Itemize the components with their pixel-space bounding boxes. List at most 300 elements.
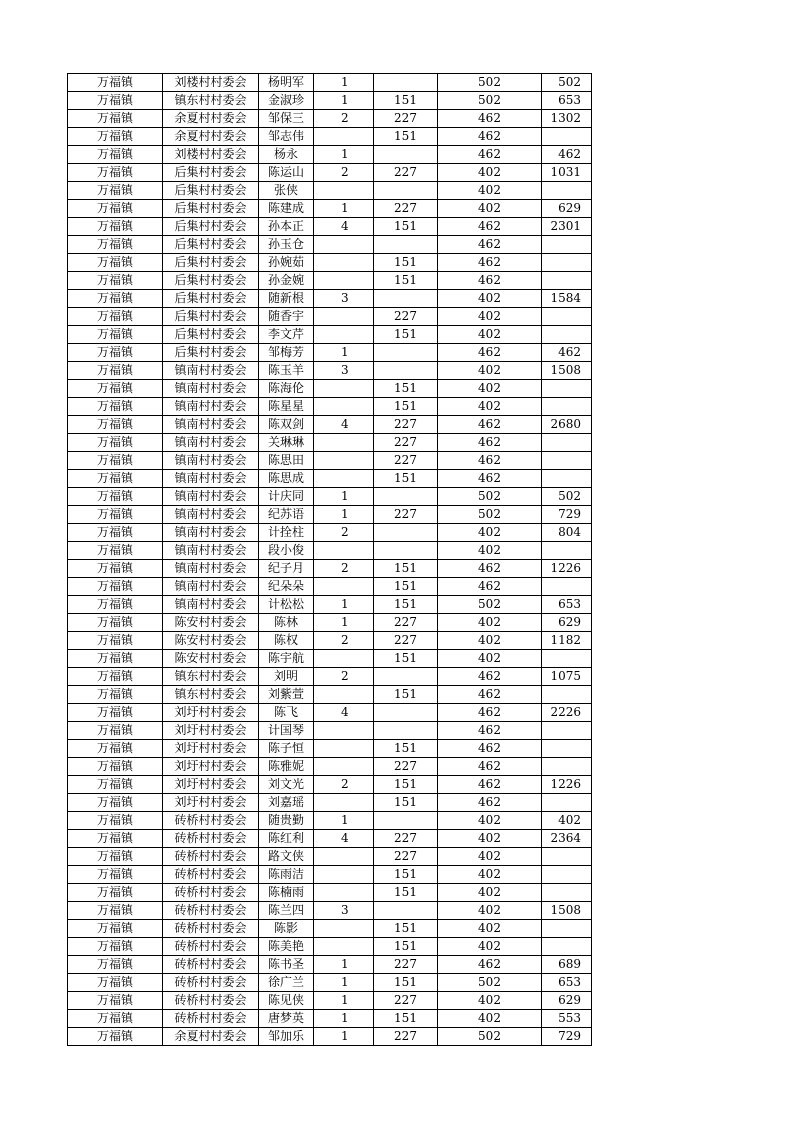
table-row [68, 218, 592, 236]
name-cell: 计松松 [259, 596, 314, 614]
count-cell: 2 [314, 560, 374, 578]
amount-b-cell: 402 [438, 182, 542, 200]
amount-a-cell: 151 [374, 776, 438, 794]
village-cell: 后集村村委会 [163, 236, 259, 254]
village-cell: 镇南村村委会 [163, 488, 259, 506]
total-cell: 402 [542, 812, 592, 830]
town-cell: 万福镇 [68, 110, 163, 128]
total-cell [542, 326, 592, 344]
count-cell: 2 [314, 632, 374, 650]
total-cell: 729 [542, 506, 592, 524]
table-row [68, 578, 592, 596]
table-row [68, 1028, 592, 1046]
town-cell: 万福镇 [68, 362, 163, 380]
name-cell: 邹加乐 [259, 1028, 314, 1046]
amount-a-cell [374, 488, 438, 506]
count-cell [314, 884, 374, 902]
town-cell: 万福镇 [68, 722, 163, 740]
count-cell: 1 [314, 812, 374, 830]
total-cell [542, 452, 592, 470]
name-cell: 杨永 [259, 146, 314, 164]
town-cell: 万福镇 [68, 272, 163, 290]
amount-a-cell [374, 182, 438, 200]
table-row [68, 200, 592, 218]
name-cell: 陈美艳 [259, 938, 314, 956]
total-cell [542, 848, 592, 866]
amount-a-cell: 227 [374, 434, 438, 452]
data-table [67, 73, 592, 1046]
village-cell: 砖桥村村委会 [163, 992, 259, 1010]
amount-a-cell: 151 [374, 740, 438, 758]
amount-b-cell: 462 [438, 344, 542, 362]
town-cell: 万福镇 [68, 866, 163, 884]
town-cell: 万福镇 [68, 1010, 163, 1028]
town-cell: 万福镇 [68, 578, 163, 596]
table-row [68, 110, 592, 128]
table-row [68, 146, 592, 164]
count-cell [314, 272, 374, 290]
town-cell: 万福镇 [68, 596, 163, 614]
name-cell: 陈楠雨 [259, 884, 314, 902]
village-cell: 刘圩村村委会 [163, 776, 259, 794]
table-row [68, 164, 592, 182]
total-cell: 1182 [542, 632, 592, 650]
amount-b-cell: 502 [438, 92, 542, 110]
village-cell: 余夏村村委会 [163, 1028, 259, 1046]
amount-b-cell: 402 [438, 650, 542, 668]
table-row [68, 776, 592, 794]
total-cell: 1302 [542, 110, 592, 128]
count-cell [314, 938, 374, 956]
count-cell [314, 650, 374, 668]
name-cell: 陈双剑 [259, 416, 314, 434]
table-row [68, 668, 592, 686]
amount-a-cell [374, 722, 438, 740]
village-cell: 镇南村村委会 [163, 470, 259, 488]
name-cell: 孙金婉 [259, 272, 314, 290]
name-cell: 随新根 [259, 290, 314, 308]
village-cell: 砖桥村村委会 [163, 866, 259, 884]
name-cell: 陈林 [259, 614, 314, 632]
amount-a-cell: 227 [374, 452, 438, 470]
table-row [68, 722, 592, 740]
total-cell: 2301 [542, 218, 592, 236]
table-row [68, 704, 592, 722]
count-cell [314, 380, 374, 398]
village-cell: 镇南村村委会 [163, 560, 259, 578]
village-cell: 砖桥村村委会 [163, 902, 259, 920]
count-cell: 1 [314, 614, 374, 632]
table-row [68, 506, 592, 524]
amount-b-cell: 402 [438, 1010, 542, 1028]
total-cell [542, 920, 592, 938]
amount-a-cell: 227 [374, 632, 438, 650]
town-cell: 万福镇 [68, 146, 163, 164]
village-cell: 镇东村村委会 [163, 668, 259, 686]
count-cell: 2 [314, 668, 374, 686]
name-cell: 陈子恒 [259, 740, 314, 758]
table-row [68, 326, 592, 344]
count-cell: 1 [314, 74, 374, 92]
total-cell [542, 128, 592, 146]
total-cell: 2364 [542, 830, 592, 848]
village-cell: 后集村村委会 [163, 272, 259, 290]
name-cell: 陈建成 [259, 200, 314, 218]
village-cell: 后集村村委会 [163, 164, 259, 182]
total-cell: 1508 [542, 902, 592, 920]
total-cell: 729 [542, 1028, 592, 1046]
name-cell: 段小俊 [259, 542, 314, 560]
amount-a-cell: 227 [374, 110, 438, 128]
table-row [68, 794, 592, 812]
total-cell: 1226 [542, 560, 592, 578]
amount-a-cell: 151 [374, 92, 438, 110]
total-cell: 1584 [542, 290, 592, 308]
table-row [68, 272, 592, 290]
village-cell: 镇南村村委会 [163, 434, 259, 452]
count-cell [314, 794, 374, 812]
count-cell: 3 [314, 902, 374, 920]
table-row [68, 524, 592, 542]
name-cell: 陈宇航 [259, 650, 314, 668]
town-cell: 万福镇 [68, 668, 163, 686]
table-row [68, 938, 592, 956]
total-cell [542, 740, 592, 758]
total-cell: 689 [542, 956, 592, 974]
amount-b-cell: 402 [438, 884, 542, 902]
amount-a-cell: 151 [374, 218, 438, 236]
total-cell [542, 884, 592, 902]
name-cell: 徐广兰 [259, 974, 314, 992]
name-cell: 陈权 [259, 632, 314, 650]
table-row [68, 416, 592, 434]
village-cell: 刘圩村村委会 [163, 740, 259, 758]
village-cell: 刘圩村村委会 [163, 758, 259, 776]
village-cell: 镇东村村委会 [163, 92, 259, 110]
table-row [68, 812, 592, 830]
village-cell: 砖桥村村委会 [163, 938, 259, 956]
count-cell [314, 920, 374, 938]
village-cell: 后集村村委会 [163, 200, 259, 218]
table-row [68, 830, 592, 848]
amount-a-cell: 227 [374, 956, 438, 974]
count-cell [314, 848, 374, 866]
table-row [68, 470, 592, 488]
count-cell [314, 866, 374, 884]
total-cell: 462 [542, 344, 592, 362]
amount-a-cell: 227 [374, 416, 438, 434]
table-row [68, 380, 592, 398]
town-cell: 万福镇 [68, 398, 163, 416]
count-cell [314, 470, 374, 488]
village-cell: 刘楼村村委会 [163, 74, 259, 92]
table-row [68, 992, 592, 1010]
amount-b-cell: 462 [438, 776, 542, 794]
total-cell [542, 794, 592, 812]
table-row [68, 614, 592, 632]
name-cell: 路文侠 [259, 848, 314, 866]
amount-b-cell: 462 [438, 560, 542, 578]
name-cell: 关琳琳 [259, 434, 314, 452]
town-cell: 万福镇 [68, 1028, 163, 1046]
count-cell: 2 [314, 110, 374, 128]
count-cell: 1 [314, 344, 374, 362]
name-cell: 陈红利 [259, 830, 314, 848]
amount-a-cell [374, 146, 438, 164]
count-cell: 1 [314, 596, 374, 614]
name-cell: 陈玉羊 [259, 362, 314, 380]
town-cell: 万福镇 [68, 236, 163, 254]
table-row [68, 956, 592, 974]
total-cell: 1031 [542, 164, 592, 182]
total-cell [542, 578, 592, 596]
village-cell: 后集村村委会 [163, 326, 259, 344]
village-cell: 陈安村村委会 [163, 632, 259, 650]
total-cell: 2226 [542, 704, 592, 722]
amount-b-cell: 402 [438, 848, 542, 866]
village-cell: 镇南村村委会 [163, 380, 259, 398]
town-cell: 万福镇 [68, 650, 163, 668]
count-cell: 1 [314, 1028, 374, 1046]
total-cell: 653 [542, 92, 592, 110]
table-row [68, 740, 592, 758]
village-cell: 砖桥村村委会 [163, 974, 259, 992]
name-cell: 刘紫萱 [259, 686, 314, 704]
name-cell: 张侠 [259, 182, 314, 200]
amount-a-cell [374, 524, 438, 542]
count-cell: 1 [314, 92, 374, 110]
name-cell: 唐梦英 [259, 1010, 314, 1028]
village-cell: 刘圩村村委会 [163, 704, 259, 722]
name-cell: 陈飞 [259, 704, 314, 722]
village-cell: 镇南村村委会 [163, 362, 259, 380]
amount-b-cell: 402 [438, 398, 542, 416]
town-cell: 万福镇 [68, 164, 163, 182]
table-row [68, 488, 592, 506]
count-cell: 1 [314, 956, 374, 974]
name-cell: 陈海伦 [259, 380, 314, 398]
town-cell: 万福镇 [68, 308, 163, 326]
count-cell: 3 [314, 362, 374, 380]
town-cell: 万福镇 [68, 416, 163, 434]
table-row [68, 560, 592, 578]
count-cell [314, 398, 374, 416]
amount-a-cell: 151 [374, 1010, 438, 1028]
town-cell: 万福镇 [68, 848, 163, 866]
amount-a-cell: 227 [374, 830, 438, 848]
amount-b-cell: 462 [438, 254, 542, 272]
amount-b-cell: 462 [438, 272, 542, 290]
count-cell: 1 [314, 1010, 374, 1028]
town-cell: 万福镇 [68, 902, 163, 920]
count-cell: 4 [314, 704, 374, 722]
town-cell: 万福镇 [68, 560, 163, 578]
table-row [68, 596, 592, 614]
village-cell: 镇南村村委会 [163, 506, 259, 524]
count-cell [314, 326, 374, 344]
name-cell: 纪苏语 [259, 506, 314, 524]
amount-b-cell: 402 [438, 632, 542, 650]
name-cell: 杨明军 [259, 74, 314, 92]
town-cell: 万福镇 [68, 614, 163, 632]
amount-b-cell: 462 [438, 704, 542, 722]
amount-b-cell: 402 [438, 902, 542, 920]
amount-b-cell: 402 [438, 830, 542, 848]
total-cell [542, 182, 592, 200]
count-cell [314, 254, 374, 272]
town-cell: 万福镇 [68, 434, 163, 452]
amount-a-cell [374, 812, 438, 830]
town-cell: 万福镇 [68, 992, 163, 1010]
amount-b-cell: 462 [438, 722, 542, 740]
name-cell: 陈书圣 [259, 956, 314, 974]
table-row [68, 452, 592, 470]
name-cell: 孙本正 [259, 218, 314, 236]
village-cell: 镇南村村委会 [163, 416, 259, 434]
total-cell: 804 [542, 524, 592, 542]
amount-b-cell: 462 [438, 110, 542, 128]
village-cell: 镇南村村委会 [163, 542, 259, 560]
total-cell: 629 [542, 200, 592, 218]
amount-a-cell: 227 [374, 758, 438, 776]
count-cell [314, 434, 374, 452]
amount-a-cell: 227 [374, 1028, 438, 1046]
name-cell: 金淑珍 [259, 92, 314, 110]
amount-b-cell: 402 [438, 866, 542, 884]
town-cell: 万福镇 [68, 254, 163, 272]
amount-a-cell: 151 [374, 560, 438, 578]
village-cell: 后集村村委会 [163, 290, 259, 308]
amount-a-cell: 227 [374, 506, 438, 524]
amount-b-cell: 462 [438, 434, 542, 452]
total-cell [542, 272, 592, 290]
town-cell: 万福镇 [68, 704, 163, 722]
count-cell: 2 [314, 164, 374, 182]
amount-a-cell: 227 [374, 614, 438, 632]
amount-a-cell [374, 344, 438, 362]
town-cell: 万福镇 [68, 488, 163, 506]
count-cell [314, 542, 374, 560]
count-cell [314, 722, 374, 740]
name-cell: 陈见侠 [259, 992, 314, 1010]
amount-b-cell: 402 [438, 380, 542, 398]
amount-b-cell: 402 [438, 200, 542, 218]
town-cell: 万福镇 [68, 740, 163, 758]
table-row [68, 542, 592, 560]
table-row [68, 920, 592, 938]
village-cell: 陈安村村委会 [163, 650, 259, 668]
amount-b-cell: 462 [438, 668, 542, 686]
village-cell: 砖桥村村委会 [163, 812, 259, 830]
name-cell: 邹梅芳 [259, 344, 314, 362]
table-row [68, 74, 592, 92]
amount-b-cell: 502 [438, 1028, 542, 1046]
amount-a-cell: 151 [374, 794, 438, 812]
amount-b-cell: 402 [438, 938, 542, 956]
amount-a-cell: 151 [374, 686, 438, 704]
name-cell: 刘明 [259, 668, 314, 686]
village-cell: 砖桥村村委会 [163, 956, 259, 974]
total-cell [542, 686, 592, 704]
amount-b-cell: 462 [438, 236, 542, 254]
name-cell: 随贵勤 [259, 812, 314, 830]
village-cell: 后集村村委会 [163, 218, 259, 236]
amount-b-cell: 402 [438, 524, 542, 542]
town-cell: 万福镇 [68, 470, 163, 488]
amount-a-cell: 151 [374, 866, 438, 884]
total-cell: 2680 [542, 416, 592, 434]
town-cell: 万福镇 [68, 974, 163, 992]
count-cell: 1 [314, 974, 374, 992]
amount-b-cell: 402 [438, 326, 542, 344]
amount-a-cell: 151 [374, 596, 438, 614]
name-cell: 陈思田 [259, 452, 314, 470]
name-cell: 刘文光 [259, 776, 314, 794]
town-cell: 万福镇 [68, 794, 163, 812]
count-cell: 1 [314, 506, 374, 524]
count-cell [314, 686, 374, 704]
amount-a-cell: 227 [374, 164, 438, 182]
amount-b-cell: 402 [438, 164, 542, 182]
village-cell: 镇南村村委会 [163, 398, 259, 416]
count-cell: 1 [314, 200, 374, 218]
village-cell: 余夏村村委会 [163, 128, 259, 146]
amount-a-cell: 151 [374, 326, 438, 344]
amount-b-cell: 462 [438, 146, 542, 164]
amount-a-cell [374, 362, 438, 380]
village-cell: 镇东村村委会 [163, 686, 259, 704]
count-cell: 1 [314, 992, 374, 1010]
total-cell: 629 [542, 614, 592, 632]
count-cell: 4 [314, 830, 374, 848]
amount-b-cell: 462 [438, 452, 542, 470]
amount-b-cell: 462 [438, 218, 542, 236]
town-cell: 万福镇 [68, 344, 163, 362]
village-cell: 余夏村村委会 [163, 110, 259, 128]
count-cell [314, 578, 374, 596]
amount-a-cell [374, 704, 438, 722]
table-row [68, 362, 592, 380]
town-cell: 万福镇 [68, 758, 163, 776]
total-cell [542, 650, 592, 668]
amount-a-cell: 151 [374, 938, 438, 956]
total-cell [542, 866, 592, 884]
count-cell: 4 [314, 218, 374, 236]
village-cell: 刘圩村村委会 [163, 794, 259, 812]
village-cell: 刘圩村村委会 [163, 722, 259, 740]
town-cell: 万福镇 [68, 506, 163, 524]
town-cell: 万福镇 [68, 452, 163, 470]
name-cell: 陈运山 [259, 164, 314, 182]
table-row [68, 92, 592, 110]
village-cell: 镇南村村委会 [163, 524, 259, 542]
town-cell: 万福镇 [68, 776, 163, 794]
amount-a-cell [374, 236, 438, 254]
table-row [68, 1010, 592, 1028]
town-cell: 万福镇 [68, 218, 163, 236]
total-cell [542, 542, 592, 560]
amount-b-cell: 502 [438, 506, 542, 524]
amount-b-cell: 502 [438, 974, 542, 992]
village-cell: 后集村村委会 [163, 308, 259, 326]
table-row [68, 650, 592, 668]
amount-b-cell: 462 [438, 416, 542, 434]
table-row [68, 182, 592, 200]
name-cell: 陈星星 [259, 398, 314, 416]
village-cell: 陈安村村委会 [163, 614, 259, 632]
count-cell [314, 758, 374, 776]
count-cell: 2 [314, 776, 374, 794]
